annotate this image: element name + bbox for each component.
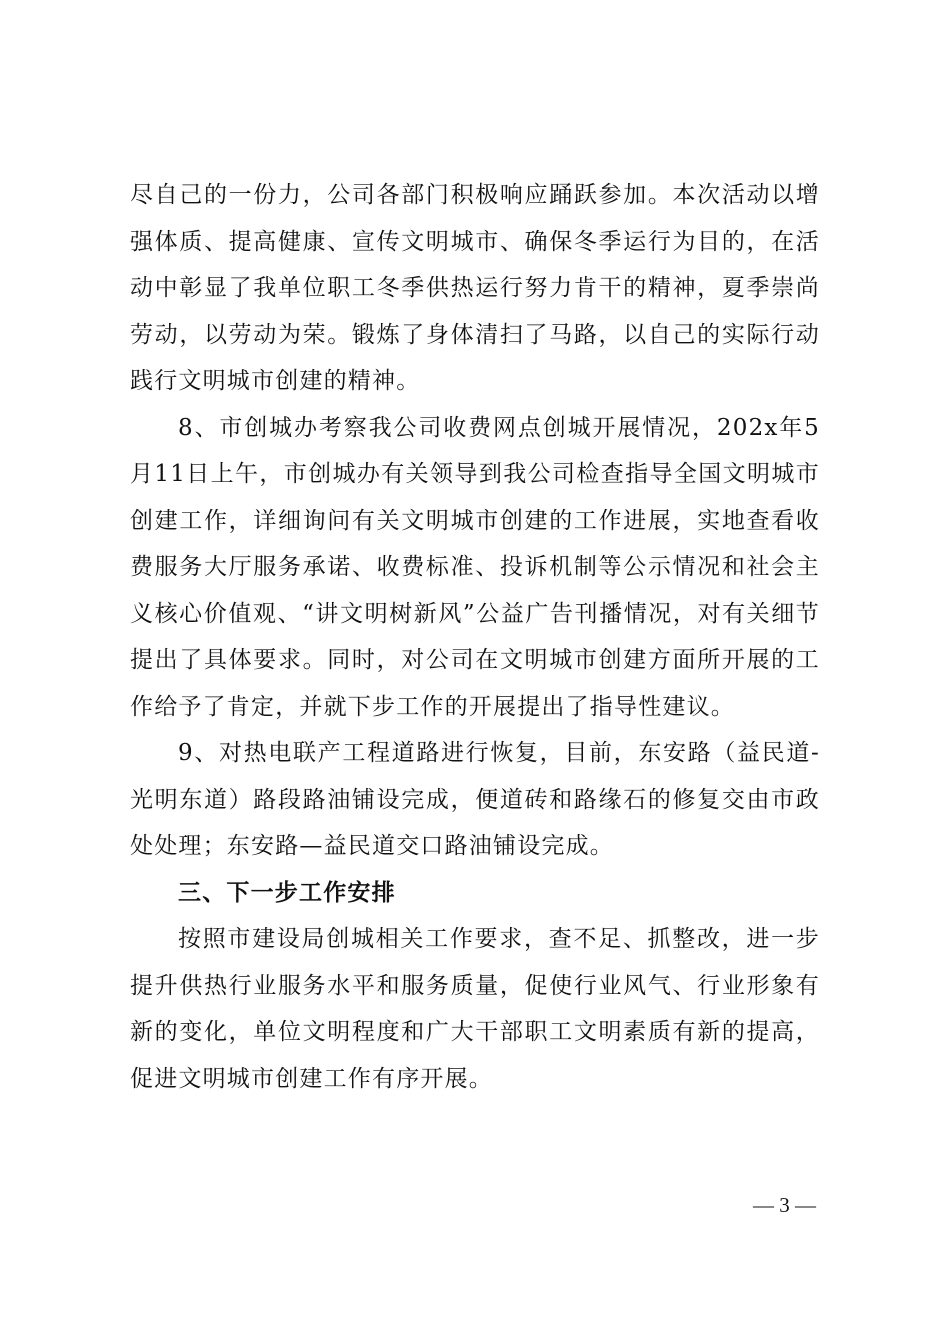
paragraph-item-9: 9、对热电联产工程道路进行恢复，目前，东安路（益民道-光明东道）路段路油铺设完成，便道砖和路缘石的修复交由市政处处理；东安路—益民道交口路油铺设完成。: [130, 740, 820, 859]
section-heading: 三、下一步工作安排: [178, 879, 396, 906]
paragraph-next-steps: 按照市建设局创城相关工作要求，查不足、抓整改，进一步提升供热行业服务水平和服务质量，促使行业风气、行业形象有新的变化，单位文明程度和广大干部职工文明素质有新的提高，促进文明城市创建工作有序开展。: [130, 926, 820, 1092]
page-number: — 3 —: [753, 1193, 816, 1217]
paragraph-activity-continued: 尽自己的一份力，公司各部门积极响应踊跃参加。本次活动以增强体质、提高健康、宣传文明城市、确保冬季运行为目的，在活动中彰显了我单位职工冬季供热运行努力肯干的精神，夏季崇尚劳动，以劳动为荣。锻炼了身体清扫了马路，以自己的实际行动践行文明城市创建的精神。: [130, 182, 820, 394]
paragraph-item-8: 8、市创城办考察我公司收费网点创城开展情况，202x年5月11日上午，市创城办有关领导到我公司检查指导全国文明城市创建工作，详细询问有关文明城市创建的工作进展，实地查看收费服务大厅服务承诺、收费标准、投诉机制等公示情况和社会主义核心价值观、“讲文明树新风”公益广告刊播情况，对有关细节提出了具体要求。同时，对公司在文明城市创建方面所开展的工作给予了肯定，并就下步工作的开展提出了指导性建议。: [130, 414, 820, 720]
document-body: [130, 172, 820, 1102]
